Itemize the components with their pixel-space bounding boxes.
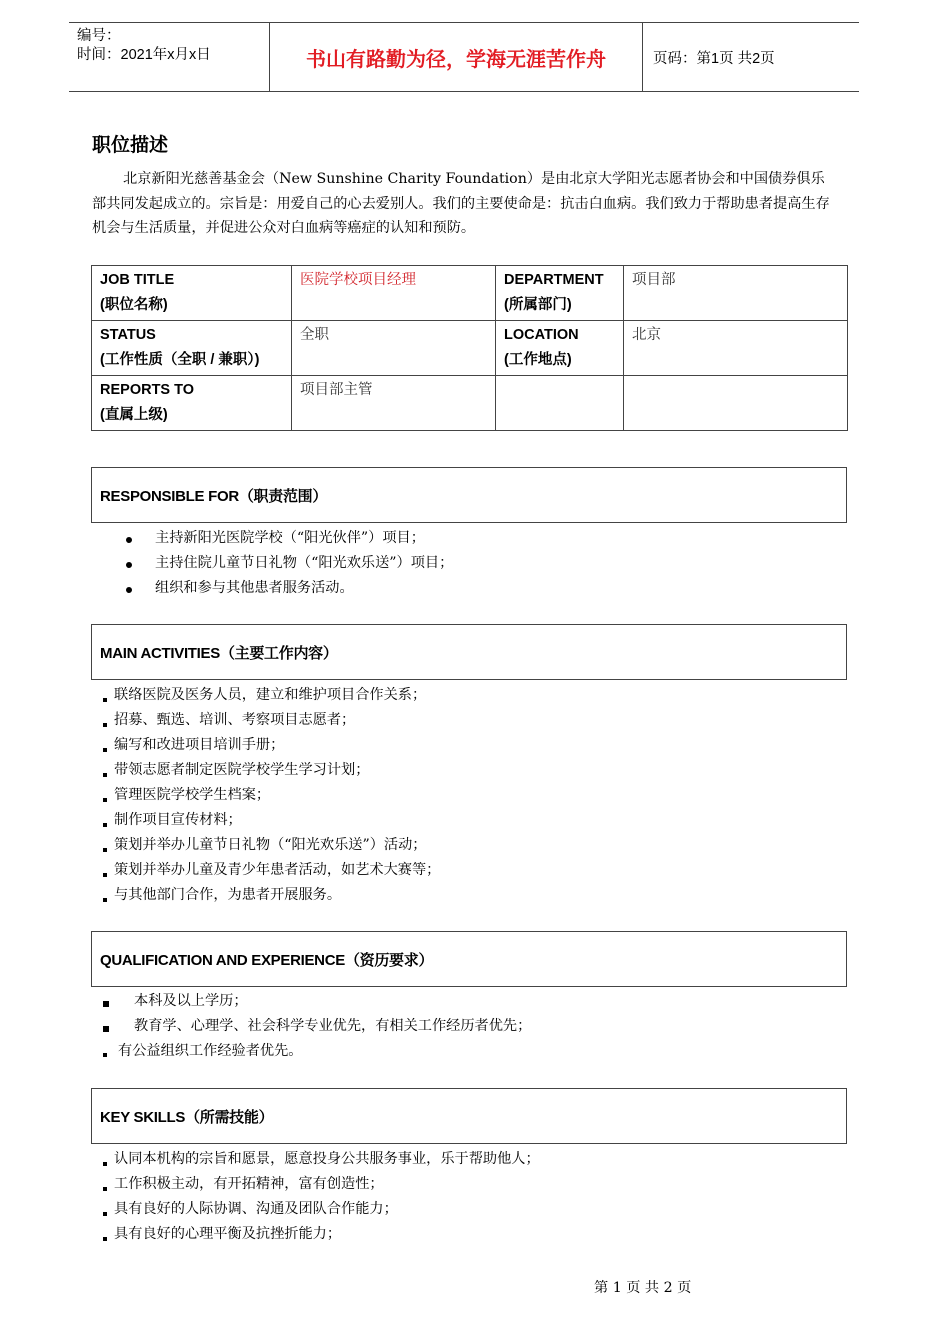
list-item	[103, 1172, 540, 1197]
department-label: DEPARTMENT	[504, 272, 604, 288]
list-item-text: 编写和改进项目培训手册；	[114, 737, 285, 753]
list-item	[103, 683, 440, 708]
list-item-text: 具有良好的心理平衡及抗挫折能力；	[114, 1226, 342, 1242]
qualification-heading: QUALIFICATION AND EXPERIENCE（资历要求）	[91, 931, 847, 987]
location-label: LOCATION	[504, 327, 579, 343]
status-label: STATUS	[100, 327, 156, 343]
bullet-icon	[103, 1187, 107, 1191]
responsible-heading: RESPONSIBLE FOR（职责范围）	[91, 467, 847, 523]
list-item	[103, 733, 440, 758]
department-label-cell	[496, 266, 624, 321]
list-item-text: 主持住院儿童节日礼物（“阳光欢乐送”）项目；	[155, 555, 454, 571]
list-item-text: 制作项目宣传材料；	[114, 812, 242, 828]
table-row	[92, 266, 848, 321]
bullet-icon	[126, 587, 132, 593]
list-item-text: 有公益组织工作经验者优先。	[118, 1043, 303, 1059]
list-item	[126, 526, 453, 551]
bullet-icon	[103, 1001, 109, 1007]
list-item-text: 管理医院学校学生档案；	[114, 787, 271, 803]
department-cn: (所属部门)	[504, 297, 572, 313]
bullet-icon	[126, 562, 132, 568]
list-item-text: 主持新阳光医院学校（“阳光伙伴”）项目；	[155, 530, 425, 546]
empty-cell	[496, 376, 624, 431]
bullet-icon	[103, 773, 107, 777]
qualification-list	[103, 989, 531, 1064]
list-item-text: 认同本机构的宗旨和愿景，愿意投身公共服务事业，乐于帮助他人；	[114, 1151, 540, 1167]
job-title-label: JOB TITLE	[100, 272, 175, 288]
list-item-text: 本科及以上学历；	[134, 993, 248, 1009]
department-value: 项目部	[624, 266, 848, 321]
list-item-text: 策划并举办儿童及青少年患者活动，如艺术大赛等；	[114, 862, 441, 878]
bullet-icon	[103, 748, 107, 752]
skills-heading: KEY SKILLS（所需技能）	[91, 1088, 847, 1144]
location-label-cell	[496, 321, 624, 376]
bullet-icon	[103, 798, 107, 802]
location-cn: (工作地点)	[504, 352, 572, 368]
bullet-icon	[103, 1053, 107, 1057]
list-item	[103, 1014, 531, 1039]
intro-paragraph: 北京新阳光慈善基金会（New Sunshine Charity Foundation）是由北京大学阳光志愿者协会和中国债券俱乐部共同发起成立的。宗旨是：用爱自己的心去爱别人。我们的主要使命是：抗击白血病。我们致力于帮助患者提高生存机会与生活质量，并促进公众对白血病等癌症的认知和预防。	[92, 171, 830, 236]
number-label: 编号：	[77, 28, 121, 44]
list-item	[126, 576, 453, 601]
bullet-icon	[126, 537, 132, 543]
list-item-text: 招募、甄选、培训、考察项目志愿者；	[114, 712, 356, 728]
job-title-value: 医院学校项目经理	[292, 266, 496, 321]
bullet-icon	[103, 1237, 107, 1241]
bullet-icon	[103, 1212, 107, 1216]
status-label-cell	[92, 321, 292, 376]
list-item	[103, 833, 440, 858]
job-title-cn: (职位名称)	[100, 297, 168, 313]
empty-cell	[624, 376, 848, 431]
list-item	[103, 758, 440, 783]
list-item	[103, 783, 440, 808]
bullet-icon	[103, 698, 107, 702]
list-item-text: 策划并举办儿童节日礼物（“阳光欢乐送”）活动；	[114, 837, 427, 853]
location-value: 北京	[624, 321, 848, 376]
status-value: 全职	[292, 321, 496, 376]
list-item	[103, 708, 440, 733]
job-title-label-cell	[92, 266, 292, 321]
time-label: 时间：2021年x月x日	[77, 47, 211, 63]
header-page-label: 页码：第1页 共2页	[653, 50, 775, 67]
bullet-icon	[103, 898, 107, 902]
list-item-text: 教育学、心理学、社会科学专业优先，有相关工作经历者优先；	[134, 1018, 532, 1034]
status-cn: (工作性质（全职 / 兼职）)	[100, 352, 260, 368]
page-title: 职位描述	[92, 134, 169, 156]
table-row	[92, 321, 848, 376]
list-item	[103, 1222, 540, 1247]
reports-value: 项目部主管	[292, 376, 496, 431]
list-item-text: 工作积极主动，有开拓精神，富有创造性；	[114, 1176, 384, 1192]
list-item-text: 带领志愿者制定医院学校学生学习计划；	[114, 762, 370, 778]
job-info-table	[91, 265, 848, 431]
activities-heading: MAIN ACTIVITIES（主要工作内容）	[91, 624, 847, 680]
list-item	[103, 858, 440, 883]
bullet-icon	[103, 873, 107, 877]
bullet-icon	[103, 823, 107, 827]
list-item	[103, 1197, 540, 1222]
activities-list	[103, 683, 440, 908]
reports-label-cell	[92, 376, 292, 431]
list-item	[103, 808, 440, 833]
bullet-icon	[103, 723, 107, 727]
skills-list	[103, 1147, 540, 1247]
responsible-list	[126, 526, 453, 601]
header-meta	[77, 23, 269, 91]
reports-cn: (直属上级)	[100, 407, 168, 423]
list-item-text: 与其他部门合作，为患者开展服务。	[114, 887, 342, 903]
list-item	[103, 989, 531, 1014]
list-item	[103, 1147, 540, 1172]
page-footer: 第 1 页 共 2 页	[594, 1280, 692, 1296]
list-item-text: 联络医院及医务人员，建立和维护项目合作关系；	[114, 687, 427, 703]
reports-label: REPORTS TO	[100, 382, 194, 398]
list-item-text: 具有良好的人际协调、沟通及团队合作能力；	[114, 1201, 398, 1217]
table-row	[92, 376, 848, 431]
list-item	[103, 883, 440, 908]
list-item	[126, 551, 453, 576]
bullet-icon	[103, 848, 107, 852]
bullet-icon	[103, 1162, 107, 1166]
bullet-icon	[103, 1026, 109, 1032]
header-motto: 书山有路勤为径，学海无涯苦作舟	[269, 23, 643, 91]
page-header	[69, 22, 859, 92]
list-item-text: 组织和参与其他患者服务活动。	[155, 580, 354, 596]
list-item	[103, 1039, 531, 1064]
